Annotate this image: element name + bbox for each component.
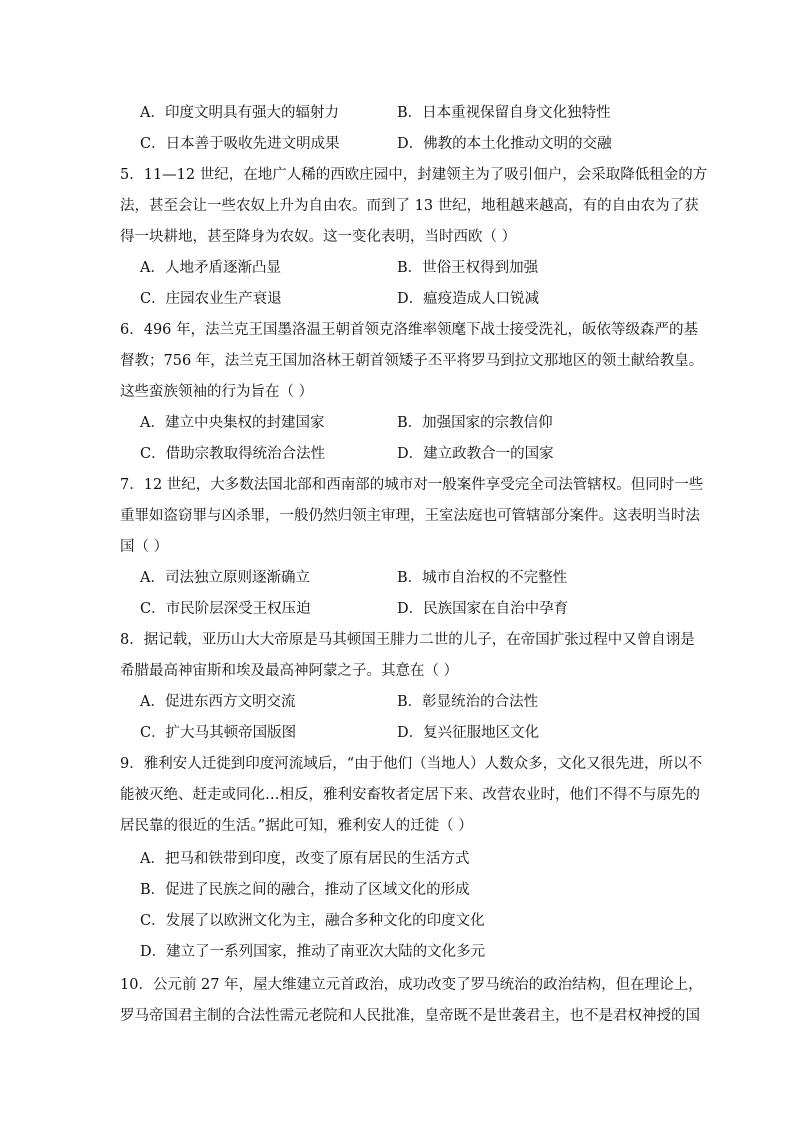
q7-stem-line-2: 重罪如盗窃罪与凶杀罪，一般仍然归领主审理，王室法庭也可管辖部分案件。这表明当时法 bbox=[120, 508, 700, 524]
q4-option-d: D．佛教的本土化推动文明的交融 bbox=[397, 136, 612, 152]
q10-stem-line-1: 10．公元前 27 年，屋大维建立元首政治，成功改变了罗马统治的政治结构，但在理论上， bbox=[120, 977, 703, 993]
q5-stem-line-3: 得一块耕地，甚至降身为农奴。这一变化表明，当时西欧（ ） bbox=[120, 229, 517, 245]
q7-option-c: C．市民阶层深受王权压迫 bbox=[140, 601, 311, 617]
q6-stem-line-3: 这些蛮族领袖的行为旨在（ ） bbox=[120, 384, 314, 400]
q4-option-a: A．印度文明具有强大的辐射力 bbox=[140, 105, 339, 121]
q8-option-c: C．扩大马其顿帝国版图 bbox=[140, 725, 297, 741]
q8-stem-line-2: 希腊最高神宙斯和埃及最高神阿蒙之子。其意在（ ） bbox=[120, 663, 459, 679]
q4-option-c: C．日本善于吸收先进文明成果 bbox=[140, 136, 340, 152]
q5-stem-line-2: 法，甚至会让一些农奴上升为自由农。而到了 13 世纪，地租越来越高，有的自由农为了获 bbox=[120, 198, 699, 214]
q6-option-a: A．建立中央集权的封建国家 bbox=[140, 415, 325, 431]
q6-option-c: C．借助宗教取得统治合法性 bbox=[140, 446, 326, 462]
q6-option-d: D．建立政教合一的国家 bbox=[397, 446, 554, 462]
q6-stem-line-1: 6．496 年，法兰克王国墨洛温王朝首领克洛维率领麾下战士接受洗礼，皈依等级森严的基 bbox=[120, 322, 699, 338]
q8-option-d: D．复兴征服地区文化 bbox=[397, 725, 540, 741]
q10-stem-line-2: 罗马帝国君主制的合法性需元老院和人民批准，皇帝既不是世袭君主，也不是君权神授的国 bbox=[120, 1008, 700, 1024]
q4-option-b: B．日本重视保留自身文化独特性 bbox=[397, 105, 611, 121]
q8-option-b: B．彰显统治的合法性 bbox=[397, 694, 539, 710]
q7-stem-line-1: 7．12 世纪，大多数法国北部和西南部的城市对一般案件享受完全司法管辖权。但同时一些 bbox=[120, 477, 704, 493]
q9-stem-line-1: 9．雅利安人迁徙到印度河流域后，“由于他们（当地人）人数众多，文化又很先进，所以不 bbox=[120, 756, 703, 772]
q8-stem-line-1: 8．据记载，亚历山大大帝原是马其顿国王腓力二世的儿子，在帝国扩张过程中又曾自诩是 bbox=[120, 632, 695, 648]
q5-option-b: B．世俗王权得到加强 bbox=[397, 260, 539, 276]
q5-option-d: D．瘟疫造成人口锐减 bbox=[397, 291, 540, 307]
q9-option-a: A．把马和铁带到印度，改变了原有居民的生活方式 bbox=[140, 851, 470, 867]
q7-option-b: B．城市自治权的不完整性 bbox=[397, 570, 568, 586]
q9-stem-line-2: 能被灭绝、赶走或同化…相反，雅利安畜牧者定居下来、改营农业时，他们不得不与原先的 bbox=[120, 787, 700, 803]
q5-option-c: C．庄园农业生产衰退 bbox=[140, 291, 282, 307]
q7-stem-line-3: 国（ ） bbox=[120, 539, 169, 555]
q6-stem-line-2: 督教；756 年，法兰克王国加洛林王朝首领矮子丕平将罗马到拉文那地区的领土献给教皇。 bbox=[120, 353, 704, 369]
q7-option-a: A．司法独立原则逐渐确立 bbox=[140, 570, 310, 586]
q7-option-d: D．民族国家在自治中孕育 bbox=[397, 601, 569, 617]
q6-option-b: B．加强国家的宗教信仰 bbox=[397, 415, 553, 431]
q9-option-d: D．建立了一系列国家，推动了南亚次大陆的文化多元 bbox=[140, 944, 486, 960]
q5-option-a: A．人地矛盾逐渐凸显 bbox=[140, 260, 281, 276]
q9-stem-line-3: 居民靠的很近的生活。”据此可知，雅利安人的迁徙（ ） bbox=[120, 818, 473, 834]
q9-option-c: C．发展了以欧洲文化为主，融合多种文化的印度文化 bbox=[140, 913, 485, 929]
q5-stem-line-1: 5．11—12 世纪，在地广人稀的西欧庄园中，封建领主为了吸引佃户，会采取降低租金的方 bbox=[120, 167, 708, 183]
q9-option-b: B．促进了民族之间的融合，推动了区域文化的形成 bbox=[140, 882, 470, 898]
q8-option-a: A．促进东西方文明交流 bbox=[140, 694, 296, 710]
